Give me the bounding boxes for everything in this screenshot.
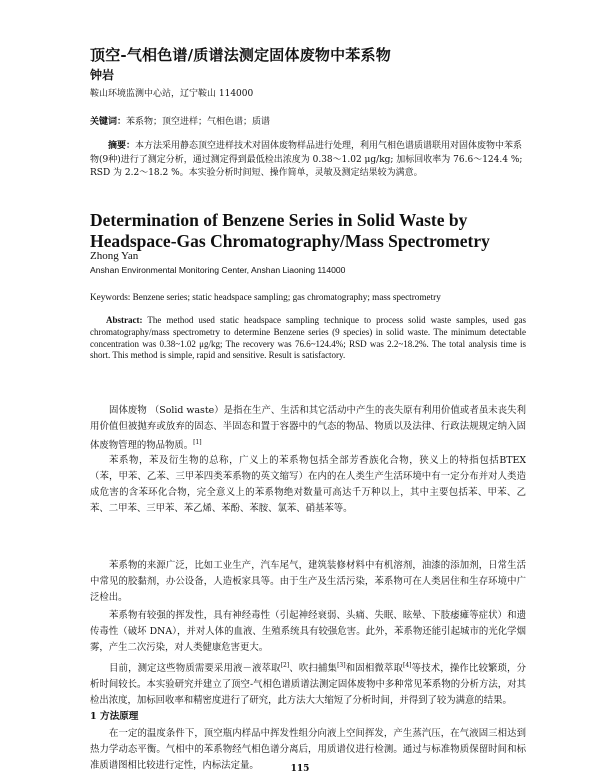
english-title: Determination of Benzene Series in Solid Waste by Headspace-Gas Chromatography/Mass Spectrometry <box>90 210 490 251</box>
chinese-abstract-label: 摘要： <box>108 141 136 151</box>
body-paragraph-1 <box>90 403 526 454</box>
english-abstract-label: Abstract: <box>106 315 143 325</box>
body-paragraph-1-text: 固体废物 （Solid waste）是指在生产、生活和其它活动中产生的丧失原有利用价值或者虽未丧失利用价值但被抛弃或放弃的固态、半固态和置于容器中的气态的物品、物质以及法律、行政法规规定纳入固体废物管理的物品物质。 <box>90 405 526 452</box>
citation-2: [2] <box>280 662 290 669</box>
body-paragraph-4: 苯系物有较强的挥发性，具有神经毒性（引起神经衰弱、头痛、失眠、眩晕、下肢痿瘫等症状）和遗传毒性（破坏 DNA），并对人体的血液、生殖系统具有较强危害。此外，苯系物还能引起城市的光化学烟雾，产生二次污染，对人类健康危害更大。 <box>90 610 526 653</box>
citation-1: [1] <box>193 439 202 446</box>
section-heading-1: 1 方法原理 <box>90 711 139 722</box>
chinese-author: 钟岩 <box>90 68 115 82</box>
body-paragraph-5-text-c: 和固相微萃取 <box>345 663 403 675</box>
chinese-abstract-text: 本方法采用静态顶空进样技术对固体废物样品进行处理，利用气相色谱质谱联用对固体废物中苯系物(9种)进行了测定分析，通过测定得到最低检出浓度为 0.38～1.02 μg/kg; 加标回收率为 76.6～124.4 %; RSD 为 2.2～18.2 %。本实验分析时间短、操作简单，灵敏及测定结果较为满意。 <box>90 141 523 179</box>
chinese-abstract <box>90 140 526 181</box>
english-author: Zhong Yan <box>90 250 139 262</box>
body-paragraph-6: 在一定的温度条件下，顶空瓶内样品中挥发性组分向液上空间挥发，产生蒸汽压，在气液固三相达到热力学动态平衡。气相中的苯系物经气相色谱分离后，用质谱仪进行检测。通过与标准物质保留时间和标准质谱图相比较进行定性，内标法定量。 <box>90 728 526 771</box>
chinese-keywords <box>90 114 526 127</box>
body-paragraph-5 <box>90 658 526 709</box>
citation-4: [4] <box>403 662 412 669</box>
english-keywords: Keywords: Benzene series; static headspace sampling; gas chromatography; mass spectrometry <box>90 292 441 302</box>
body-paragraph-3: 苯系物的来源广泛，比如工业生产，汽车尾气，建筑装修材料中有机溶剂，油漆的添加剂，日常生活中常见的胶黏剂，办公设备，人造板家具等。由于生产及生活污染，苯系物可在人类居住和生存环境中广泛检出。 <box>90 560 526 603</box>
body-paragraph-5-text-d: 等技术，操作比较繁琐，分析时间较长。本实验研究并建立了顶空-气相色谱质谱法测定固体废物中多种常见苯系物的分析方法，对其检出浓度，加标回收率和精密度进行了研究，此方法大大缩短了分析时间，并得到了较为满意的结果。 <box>90 663 526 707</box>
body-paragraph-5-text-a: 目前，测定这些物质需要采用液－液萃取 <box>109 663 281 675</box>
english-abstract <box>90 315 526 362</box>
english-affiliation: Anshan Environmental Monitoring Center, Anshan Liaoning 114000 <box>90 265 346 275</box>
body-paragraph-2: 苯系物，苯及衍生物的总称，广义上的苯系物包括全部芳香族化合物，狭义上的特指包括BTEX（苯，甲苯、乙苯、三甲苯四类苯系物的英文缩写）在内的在人类生产生活环境中有一定分布并对人类造成危害的含苯环化合物，完全意义上的苯系物绝对数量可高达千万种以上，其中主要包括苯、甲苯、乙苯、二甲苯、三甲苯、苯乙烯、苯酚、苯胺、氯苯、硝基苯等。 <box>90 455 526 514</box>
chinese-keywords-label: 关键词： <box>90 117 127 127</box>
chinese-keywords-text: 苯系物；顶空进样；气相色谱；质谱 <box>126 117 271 127</box>
english-abstract-text: The method used static headspace sampling technique to process solid waste samples, used gas chromatography/mass spectrometry to determine Benzene series (9 species) in solid waste. The minimum detectable concentration was 0.38~1.02 μg/kg; The recovery was 76.6~124.4%; RSD was 2.2~18.2%. The total analysis time is short. This method is simple, rapid and sensitive. Result is satisfactory. <box>90 315 526 361</box>
chinese-title: 顶空-气相色谱/质谱法测定固体废物中苯系物 <box>90 46 391 64</box>
body-paragraph-5-text-b: 、吹扫捕集 <box>289 663 338 675</box>
page-number: 115 <box>290 764 310 774</box>
chinese-affiliation: 鞍山环境监测中心站，辽宁鞍山 114000 <box>90 89 254 99</box>
citation-3: [3] <box>337 662 346 669</box>
